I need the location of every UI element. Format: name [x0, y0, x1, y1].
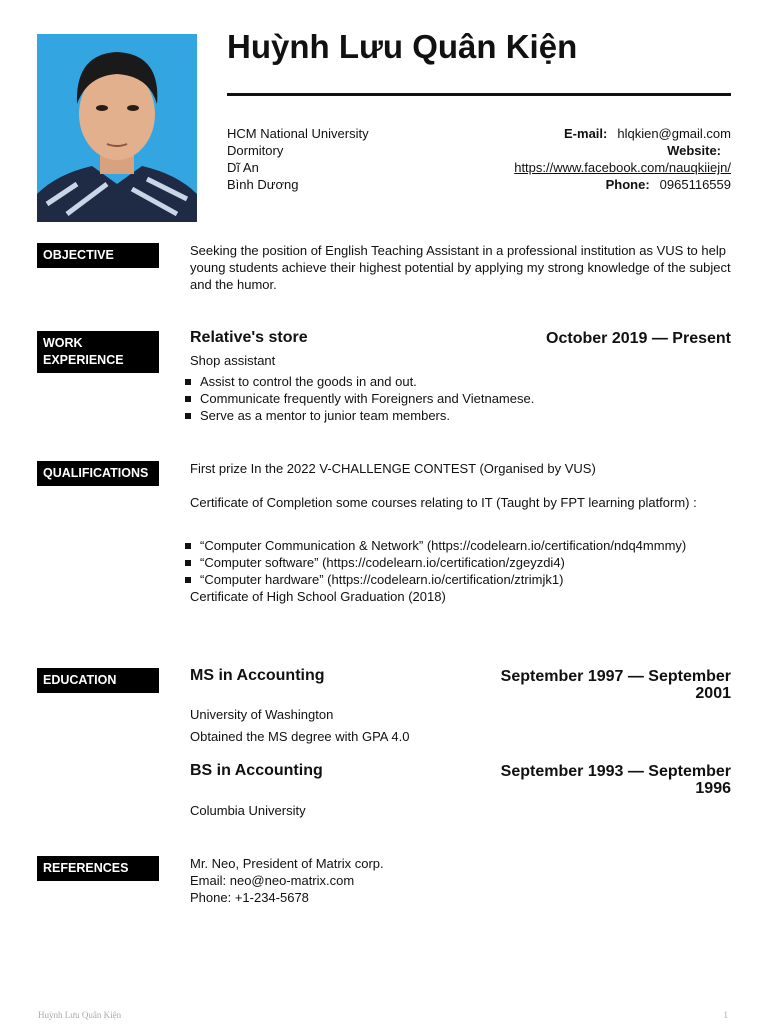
work-role: Shop assistant: [190, 353, 276, 368]
reference-line: Phone: +1-234-5678: [190, 890, 309, 905]
degree-dates: [501, 763, 731, 797]
address-line: Bình Dương: [227, 177, 299, 192]
date-line: September 1993 — September: [500, 763, 731, 780]
header-divider: [227, 93, 731, 96]
list-item: Communicate frequently with Foreigners and Vietnamese.: [190, 390, 735, 407]
section-label-qualifications: QUALIFICATIONS: [37, 461, 159, 486]
profile-photo: [37, 34, 197, 222]
degree-title: BS in Accounting: [190, 762, 323, 779]
candidate-name: Huỳnh Lưu Quân Kiện: [227, 28, 578, 65]
address-line: Dĩ An: [227, 160, 259, 175]
work-dates: October 2019 — Present: [546, 330, 731, 347]
address-block: [227, 125, 369, 193]
degree-school: University of Washington: [190, 707, 334, 722]
work-bullets: [190, 373, 735, 424]
objective-text: Seeking the position of English Teaching Assistant in a professional institution as VUS to help young students achieve their highest potential by applying my strong knowledge of the subject and the humor.: [190, 243, 731, 292]
website-link[interactable]: https://www.facebook.com/nauqkiiejn/: [514, 160, 731, 175]
section-label-references: REFERENCES: [37, 856, 159, 881]
label-line: WORK: [43, 336, 83, 350]
footer-name: Huỳnh Lưu Quân Kiện: [38, 1010, 122, 1020]
email-label: E-mail:: [564, 126, 608, 141]
qualification-line: Certificate of Completion some courses relating to IT (Taught by FPT learning platform) :: [190, 495, 697, 510]
phone-value: 0965116559: [659, 177, 731, 192]
work-title: Relative's store: [190, 329, 308, 346]
date-line: September 1997 — September: [500, 668, 731, 685]
references-block: [190, 855, 735, 906]
list-item: Serve as a mentor to junior team members.: [190, 407, 735, 424]
section-label-objective: OBJECTIVE: [37, 243, 159, 268]
qualification-line: Certificate of High School Graduation (2018): [190, 589, 446, 604]
address-line: Dormitory: [227, 143, 284, 158]
phone-label: Phone:: [605, 177, 650, 192]
address-line: HCM National University: [227, 126, 369, 141]
section-label-work: [37, 331, 159, 373]
reference-line: Email: neo@neo-matrix.com: [190, 873, 355, 888]
degree-title: MS in Accounting: [190, 667, 325, 684]
list-item: “Computer Communication & Network” (https://codelearn.io/certification/ndq4mmmy): [190, 537, 735, 554]
list-item: “Computer hardware” (https://codelearn.io/certification/ztrimjk1): [190, 571, 735, 588]
degree-dates: [501, 668, 731, 702]
degree-school: Columbia University: [190, 803, 306, 818]
avatar-illustration: [37, 34, 197, 222]
list-item: Assist to control the goods in and out.: [190, 373, 735, 390]
label-line: EXPERIENCE: [43, 353, 124, 367]
qualification-bullets: [190, 537, 735, 588]
date-line: 2001: [695, 685, 731, 702]
page-number: 1: [723, 1010, 728, 1020]
email-value[interactable]: hlqkien@gmail.com: [617, 126, 731, 141]
website-label: Website:: [667, 143, 721, 158]
contact-block: [514, 125, 731, 193]
list-item: “Computer software” (https://codelearn.io/certification/zgeyzdi4): [190, 554, 735, 571]
date-line: 1996: [695, 780, 731, 797]
section-label-education: EDUCATION: [37, 668, 159, 693]
degree-note: Obtained the MS degree with GPA 4.0: [190, 729, 410, 744]
reference-line: Mr. Neo, President of Matrix corp.: [190, 856, 384, 871]
qualification-line: First prize In the 2022 V-CHALLENGE CONTEST (Organised by VUS): [190, 461, 596, 476]
